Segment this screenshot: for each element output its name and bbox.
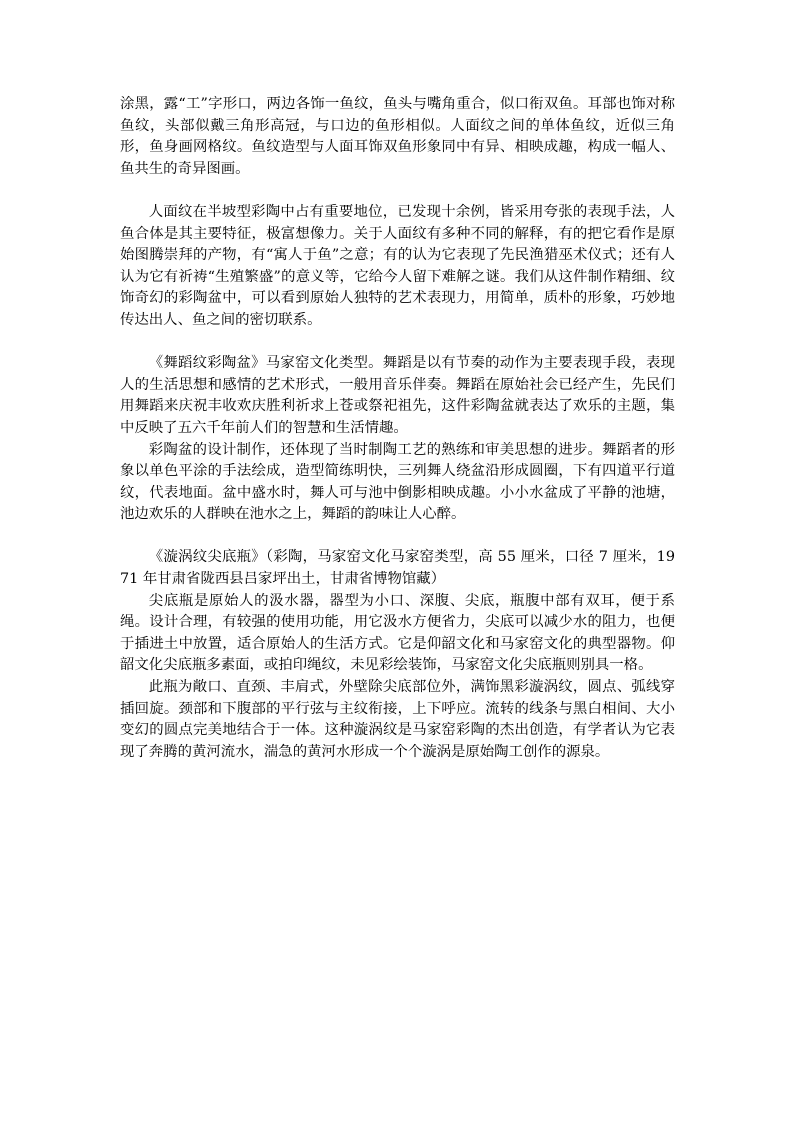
paragraph-gap — [120, 180, 675, 202]
paragraph-2: 人面纹在半坡型彩陶中占有重要地位，已发现十余例，皆采用夸张的表现手法，人鱼合体是其主要特征，极富想像力。关于人面纹有多种不同的解释，有的把它看作是原始图腾崇拜的产物，有“寓人于鱼”之意；有的认为它表现了先民渔猎巫术仪式；还有人认为它有祈祷“生殖繁盛”的意义等，它给今人留下难解之谜。我们从这件制作精细、纹饰奇幻的彩陶盆中，可以看到原始人独特的艺术表现力，用简单，质朴的形象，巧妙地传达出人、鱼之间的密切联系。 — [120, 203, 675, 328]
paragraph-gap — [120, 332, 675, 354]
paragraph-gap — [120, 526, 675, 548]
paragraph-5: 《漩涡纹尖底瓶》（彩陶，马家窑文化马家窑类型，高 55 厘米，口径 7 厘米，1971 年甘肃省陇西县吕家坪出土，甘肃省博物馆藏） — [120, 549, 675, 588]
paragraph-7: 此瓶为敞口、直颈、丰肩式，外壁除尖底部位外，满饰黑彩漩涡纹，圆点、弧线穿插回旋。颈部和下腹部的平行弦与主纹衔接，上下呼应。流转的线条与黑白相间、大小变幻的圆点完美地结合于一体。这种漩涡纹是马家窑彩陶的杰出创造，有学者认为它表现了奔腾的黄河流水，湍急的黄河水形成一个个漩涡是原始陶工创作的源泉。 — [120, 679, 675, 760]
paragraph-4: 彩陶盆的设计制作，还体现了当时制陶工艺的熟练和审美思想的进步。舞蹈者的形象以单色平涂的手法绘成，造型简练明快，三列舞人绕盆沿形成圆圈，下有四道平行道纹，代表地面。盆中盛水时，舞人可与池中倒影相映成趣。小小水盆成了平静的池塘，池边欢乐的人群映在池水之上，舞蹈的韵味让人心醉。 — [120, 441, 675, 523]
paragraph-1: 涂黑，露“工”字形口，两边各饰一鱼纹，鱼头与嘴角重合，似口衔双鱼。耳部也饰对称鱼纹，头部似戴三角形高冠，与口边的鱼形相似。人面纹之间的单体鱼纹，近似三角形，鱼身画网格纹。鱼纹造型与人面耳饰双鱼形象同中有异、相映成趣，构成一幅人、鱼共生的奇异图画。 — [120, 96, 675, 177]
paragraph-3: 《舞蹈纹彩陶盆》马家窑文化类型。舞蹈是以有节奏的动作为主要表现手段，表现人的生活思想和感情的艺术形式，一般用音乐伴奏。舞蹈在原始社会已经产生，先民们用舞蹈来庆祝丰收欢庆胜利祈求上苍或祭祀祖先，这件彩陶盆就表达了欢乐的主题，集中反映了五六千年前人们的智慧和生活情趣。 — [120, 355, 675, 436]
paragraph-6: 尖底瓶是原始人的汲水器，器型为小口、深腹、尖底，瓶腹中部有双耳，便于系绳。设计合理，有较强的使用功能，用它汲水方便省力，尖底可以减少水的阻力，也便于插进土中放置，适合原始人的生活方式。它是仰韶文化和马家窑文化的典型器物。仰韶文化尖底瓶多素面，或拍印绳纹，未见彩绘装饰，马家窑文化尖底瓶则别具一格。 — [120, 592, 675, 674]
document-body — [120, 94, 675, 763]
